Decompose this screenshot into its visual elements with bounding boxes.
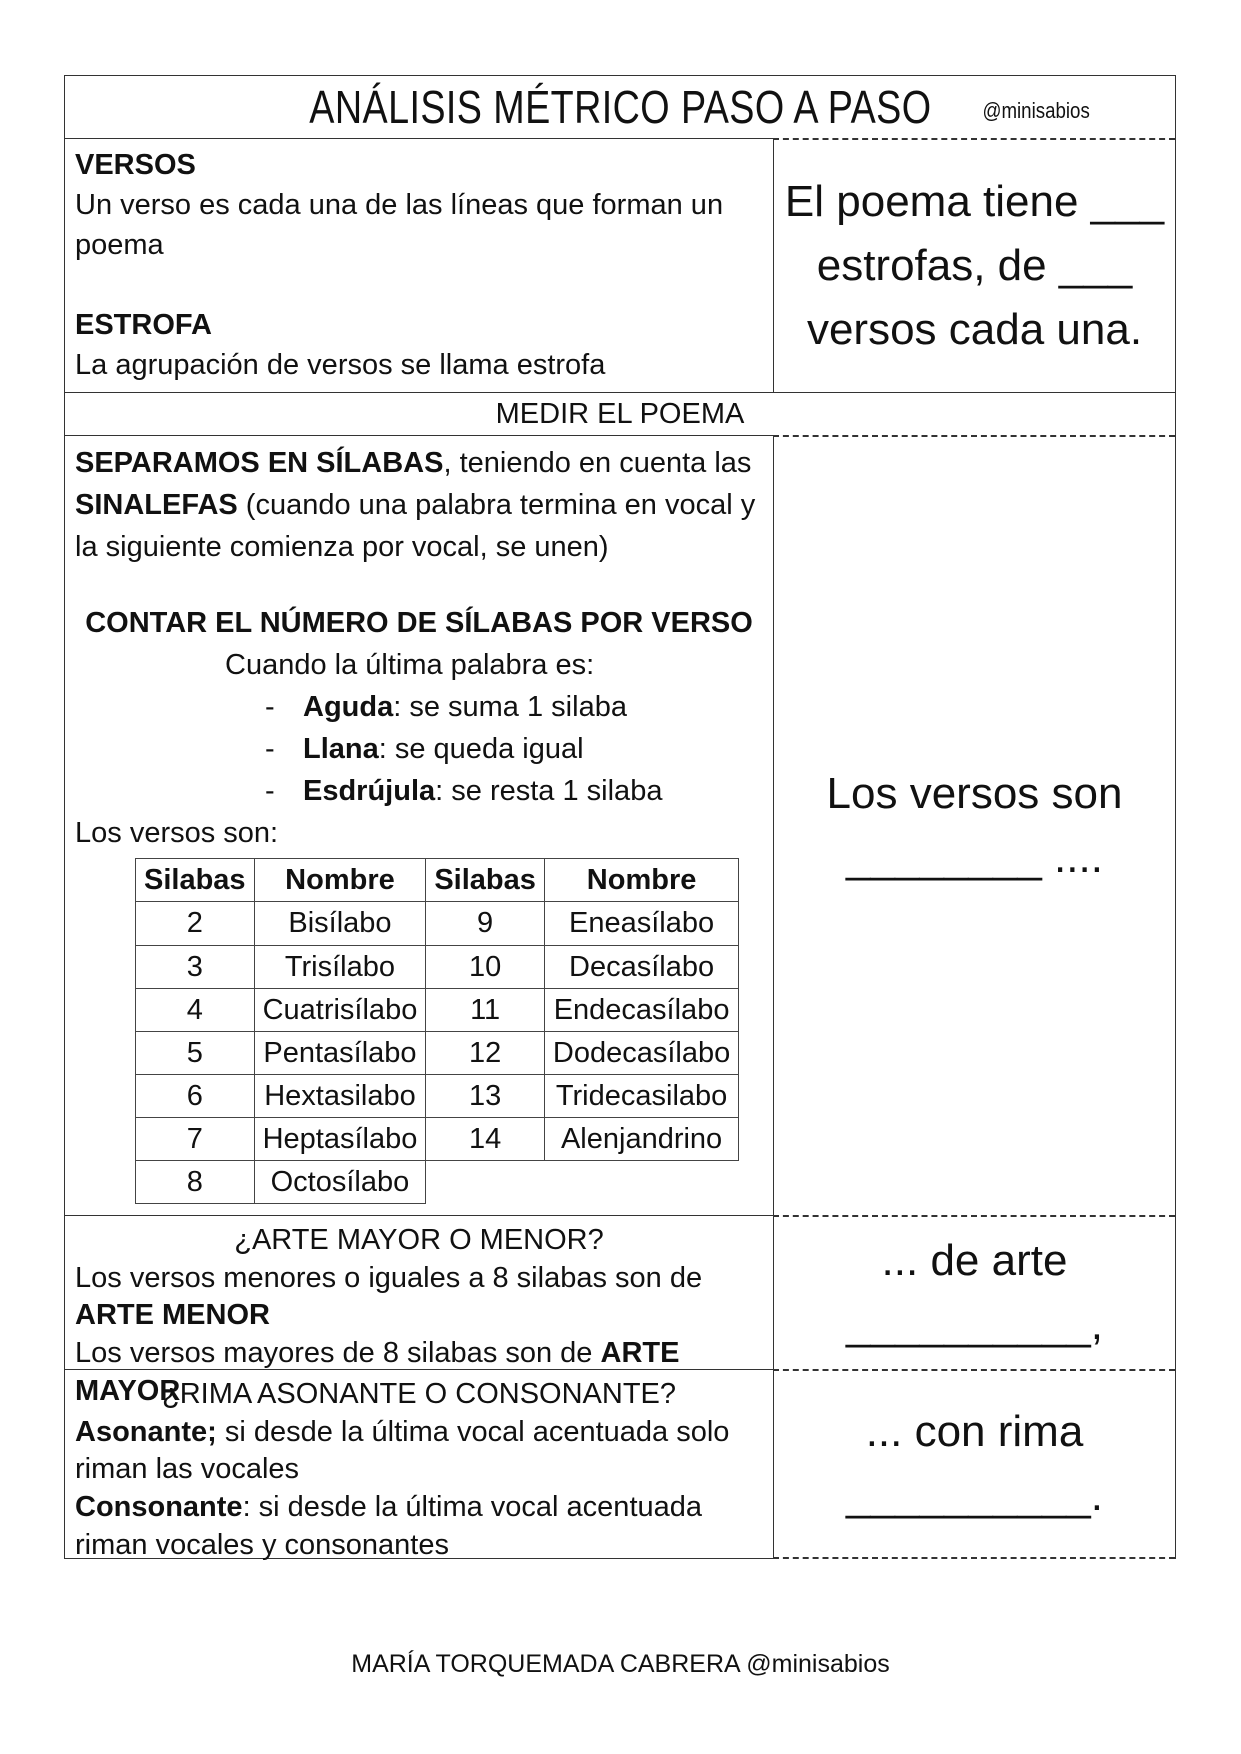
silabas-cell	[65, 435, 773, 1215]
section-medir	[64, 435, 1176, 1215]
answer-estrofas-cell	[773, 138, 1175, 392]
section-rima	[64, 1369, 1176, 1559]
rule-text: se suma 1 silaba	[401, 691, 627, 724]
rule-term: Llana	[303, 733, 379, 766]
answer-rima: ... con rima __________.	[846, 1407, 1103, 1520]
table-cell: Trisílabo	[254, 945, 426, 988]
answer-arte-cell	[773, 1215, 1175, 1369]
table-cell: Cuatrisílabo	[254, 988, 426, 1031]
accent-rules	[75, 686, 763, 812]
rule-sep: :	[393, 691, 402, 724]
consonante-text: si desde la última vocal acentuada riman vocales y consonantes	[75, 1491, 703, 1561]
arte-heading: ¿ARTE MAYOR O MENOR?	[234, 1224, 604, 1256]
estrofa-heading: ESTROFA	[75, 309, 212, 342]
answer-rima-cell	[773, 1369, 1175, 1559]
answer-estrofas: El poema tiene ___ estrofas, de ___ versos cada una.	[784, 177, 1165, 354]
table-cell: Dodecasílabo	[544, 1031, 738, 1074]
page-title: ANÁLISIS MÉTRICO PASO A PASO	[308, 81, 932, 133]
table-row	[136, 902, 739, 945]
estrofa-definition: La agrupación de versos se llama estrofa	[75, 349, 606, 382]
answer-versos: Los versos son ________ ....	[826, 769, 1123, 882]
versos-son-label: Los versos son:	[75, 817, 279, 850]
footer-credit: MARÍA TORQUEMADA CABRERA @minisabios	[351, 1650, 890, 1678]
table-cell: Hextasilabo	[254, 1074, 426, 1117]
table-cell: Octosílabo	[254, 1160, 426, 1203]
rima-heading: ¿RIMA ASONANTE O CONSONANTE?	[161, 1378, 677, 1410]
medir-label: MEDIR EL POEMA	[65, 392, 1175, 435]
title-row	[64, 75, 1176, 138]
table-row	[136, 945, 739, 988]
col-header: Silabas	[136, 859, 255, 902]
table-header-row	[136, 859, 739, 902]
table-cell: 4	[136, 988, 255, 1031]
col-header: Nombre	[254, 859, 426, 902]
table-cell: 10	[426, 945, 545, 988]
rule-term: Esdrújula	[303, 775, 436, 808]
separamos-bold: SEPARAMOS EN SÍLABAS	[75, 447, 444, 479]
rule-sep: :	[378, 733, 387, 766]
table-cell: Tridecasilabo	[544, 1074, 738, 1117]
rule-llana	[265, 728, 763, 770]
contar-heading: CONTAR EL NÚMERO DE SÍLABAS POR VERSO	[85, 607, 753, 640]
table-cell: 5	[136, 1031, 255, 1074]
rima-cell	[65, 1369, 773, 1559]
definitions-cell	[65, 138, 773, 392]
col-header: Silabas	[426, 859, 545, 902]
section-versos-estrofa	[64, 138, 1176, 392]
table-cell: Alenjandrino	[544, 1117, 738, 1160]
table-cell: 2	[136, 902, 255, 945]
answer-arte: ... de arte __________,	[846, 1236, 1103, 1349]
rule-text: se queda igual	[386, 733, 584, 766]
table-row	[136, 1160, 739, 1203]
separamos-rest: , teniendo en cuenta las	[443, 447, 752, 479]
asonante-text: si desde la última vocal acentuada solo riman las vocales	[75, 1415, 730, 1486]
table-row	[136, 1074, 739, 1117]
table-cell: 12	[426, 1031, 545, 1074]
table-cell: 3	[136, 945, 255, 988]
rule-sep: :	[435, 775, 444, 808]
asonante-bold: Asonante;	[75, 1415, 217, 1448]
answer-versos-cell	[773, 435, 1175, 1215]
table-row	[136, 1117, 739, 1160]
medir-row	[64, 392, 1176, 435]
consonante-line	[75, 1489, 763, 1564]
table-cell: 13	[426, 1074, 545, 1117]
versos-definition: Un verso es cada una de las líneas que forman un poema	[75, 189, 724, 262]
table-cell: Decasílabo	[544, 945, 738, 988]
table-cell: Pentasílabo	[254, 1031, 426, 1074]
rule-text: se resta 1 silaba	[443, 775, 663, 808]
arte-menor-line	[75, 1260, 763, 1335]
table-cell	[426, 1160, 545, 1203]
col-header: Nombre	[544, 859, 738, 902]
worksheet	[64, 75, 1176, 1559]
sinalefas-rest: (cuando una palabra termina en vocal y la siguiente comienza por vocal, se unen)	[75, 489, 756, 564]
table-cell: 9	[426, 902, 545, 945]
table-cell: 14	[426, 1117, 545, 1160]
arte-mayor-text: Los versos mayores de 8 silabas son de	[75, 1337, 601, 1370]
table-cell: 7	[136, 1117, 255, 1160]
author-handle: @minisabios	[982, 98, 1090, 123]
table-cell: 8	[136, 1160, 255, 1203]
table-body	[136, 902, 739, 1203]
table-cell: Endecasílabo	[544, 988, 738, 1031]
consonante-sep: :	[242, 1491, 251, 1524]
asonante-line	[75, 1414, 763, 1489]
table-cell: 11	[426, 988, 545, 1031]
table-cell: Heptasílabo	[254, 1117, 426, 1160]
sinalefas-bold: SINALEFAS	[75, 489, 238, 522]
table-cell	[544, 1160, 738, 1203]
consonante-bold: Consonante	[75, 1491, 243, 1524]
table-row	[136, 1031, 739, 1074]
separamos-paragraph	[75, 442, 763, 568]
rule-term: Aguda	[303, 691, 394, 724]
rule-esdrujula	[265, 770, 763, 812]
syllable-table	[135, 858, 739, 1203]
arte-menor-bold: ARTE MENOR	[75, 1299, 270, 1332]
arte-mayor-bold: ARTE MAYOR	[75, 1337, 680, 1407]
table-cell: Eneasílabo	[544, 902, 738, 945]
rule-aguda	[265, 686, 763, 728]
table-row	[136, 988, 739, 1031]
cuando-text: Cuando la última palabra es:	[225, 649, 595, 682]
versos-heading: VERSOS	[75, 149, 196, 181]
table-cell: 6	[136, 1074, 255, 1117]
table-cell: Bisílabo	[254, 902, 426, 945]
arte-menor-text: Los versos menores o iguales a 8 silabas son de	[75, 1261, 703, 1294]
